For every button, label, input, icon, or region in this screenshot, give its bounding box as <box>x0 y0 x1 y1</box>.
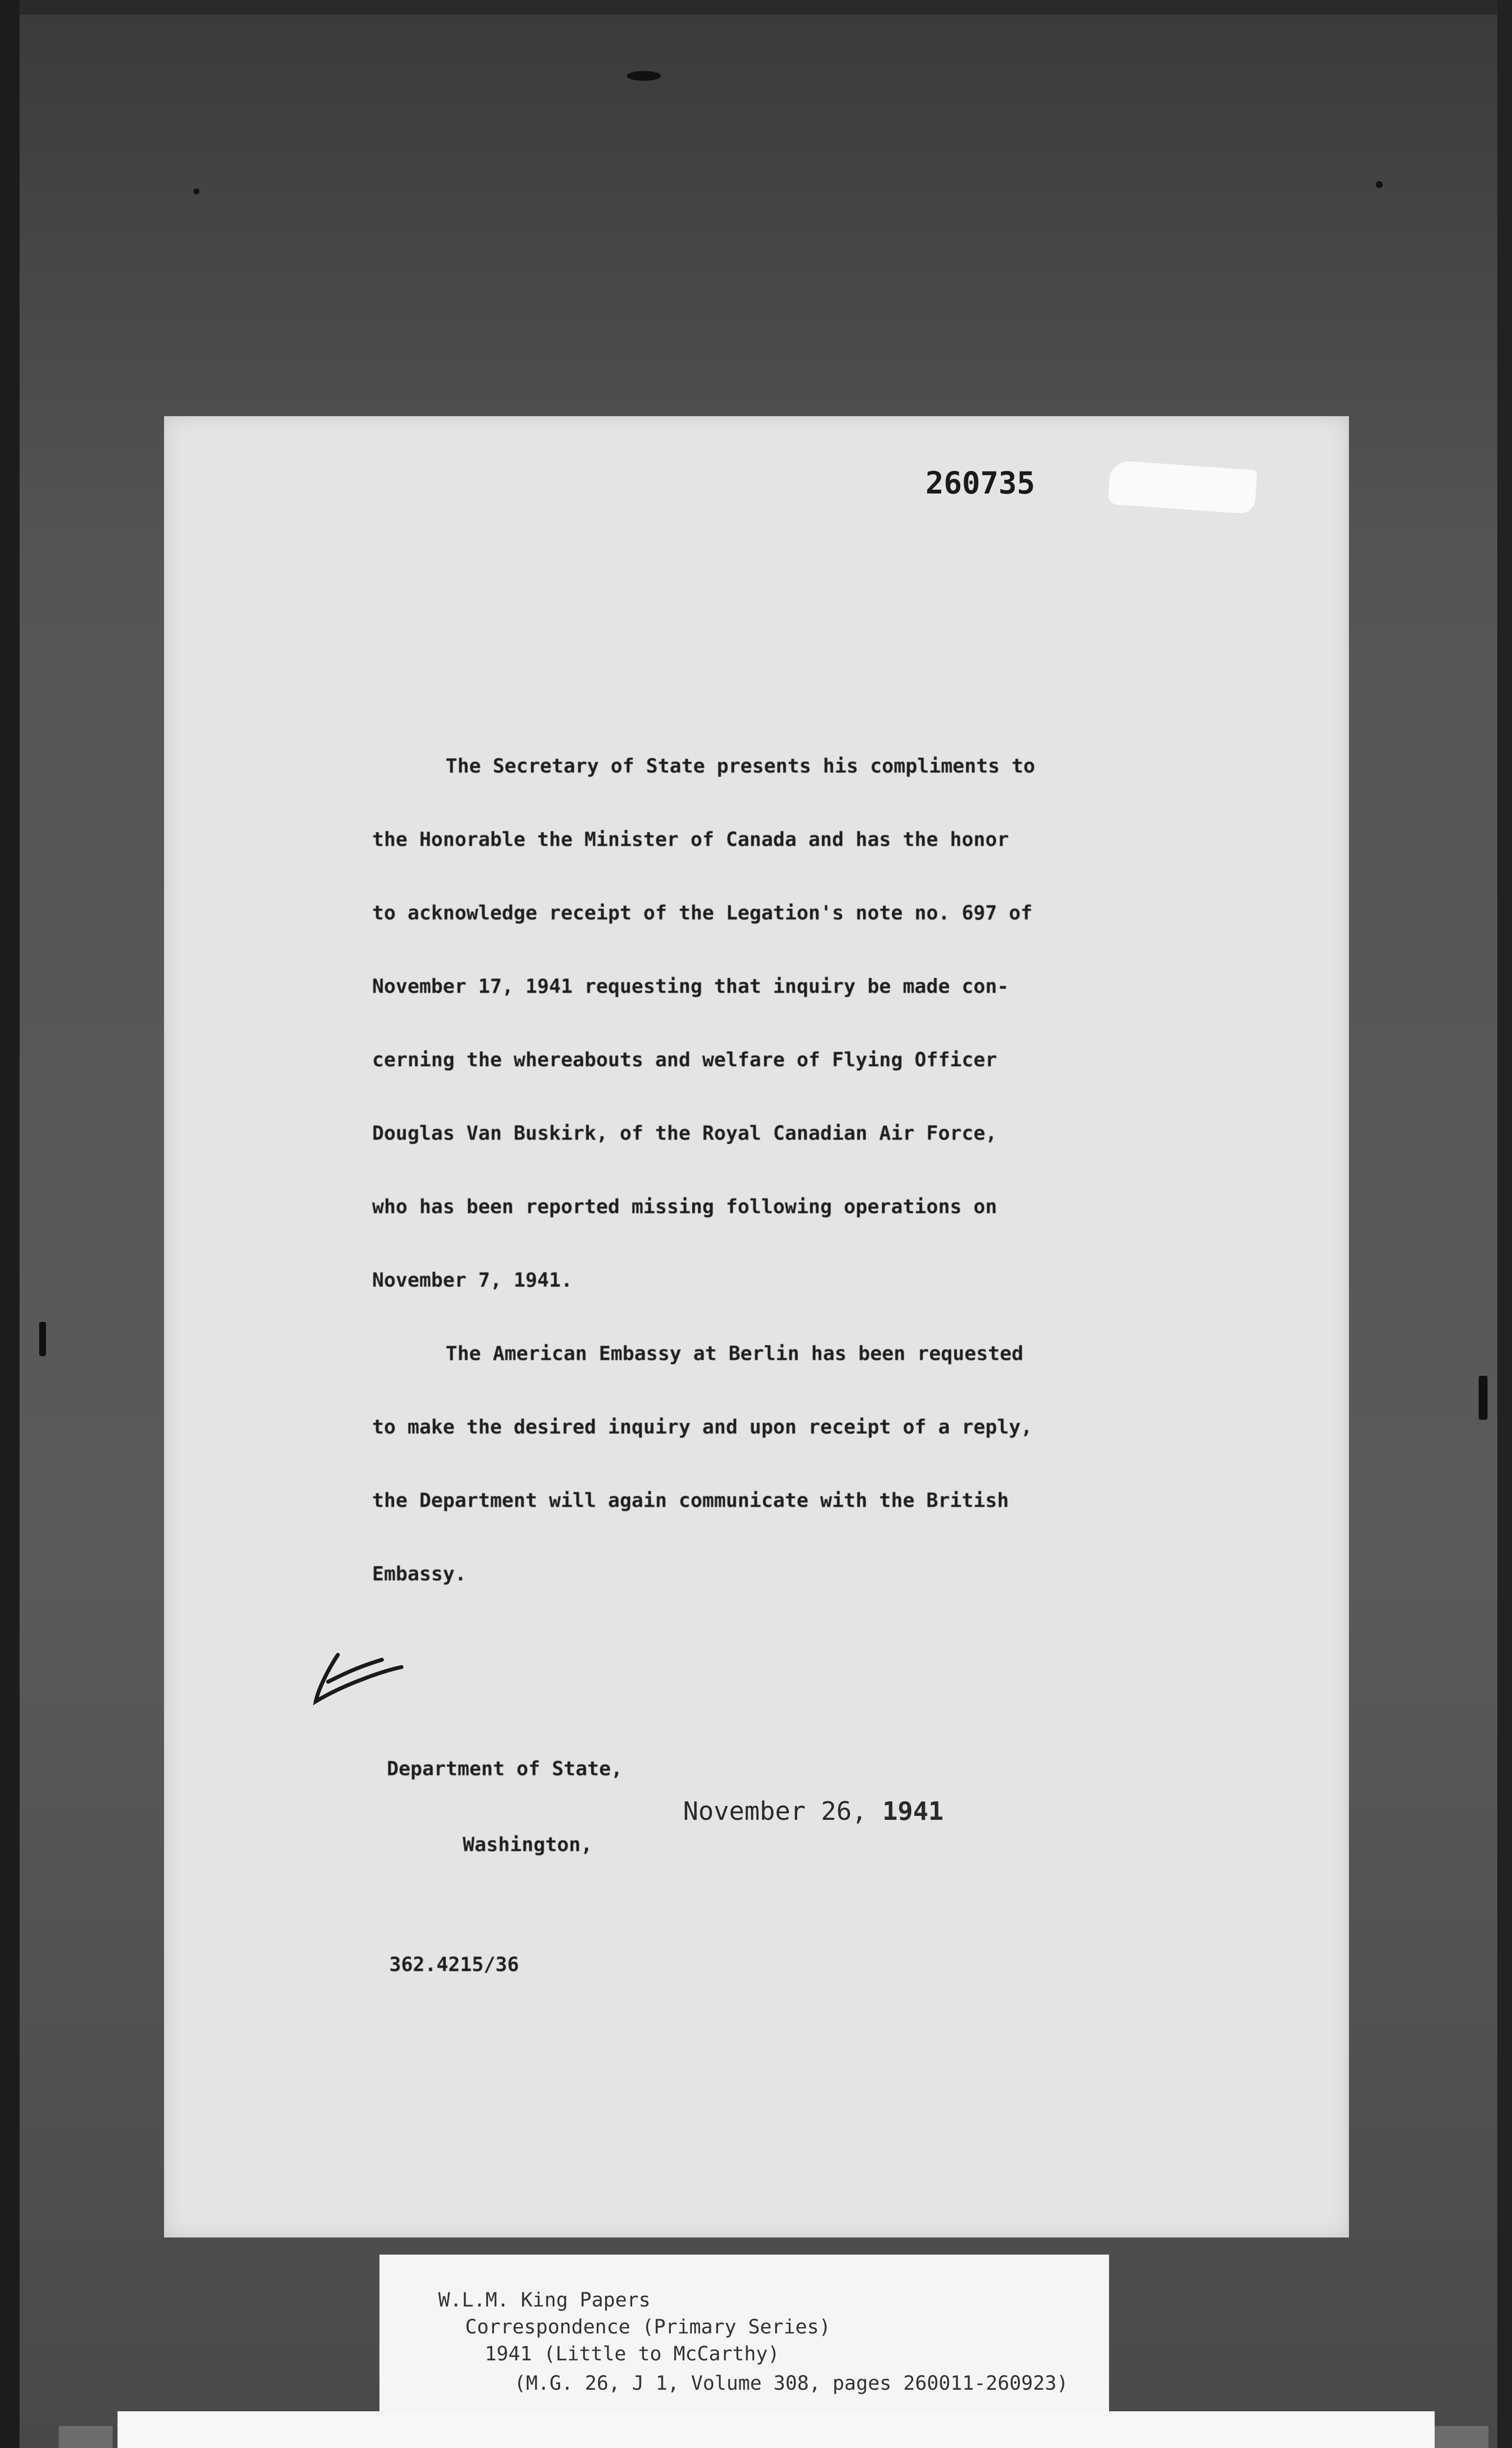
body-line: the Department will again communicate with the British <box>372 1489 1009 1512</box>
film-left-edge <box>0 0 20 2448</box>
film-right-edge <box>1497 0 1512 2448</box>
body-line: The Secretary of State presents his compliments to <box>446 755 1036 777</box>
date-stamp-day: November 26, <box>683 1797 867 1826</box>
card-holder-right <box>1435 2426 1488 2448</box>
dust-speck <box>1479 1376 1488 1420</box>
film-top-edge <box>0 0 1512 15</box>
reference-label <box>379 2255 1109 2411</box>
dust-speck <box>627 71 661 81</box>
dust-speck <box>39 1322 46 1356</box>
body-line: November 17, 1941 requesting that inquiry be made con- <box>372 975 1009 998</box>
date-stamp-year: 1941 <box>882 1797 944 1826</box>
page-number: 260735 <box>925 465 1035 501</box>
card-holder-left <box>59 2426 113 2448</box>
reference-line-series: Correspondence (Primary Series) <box>465 2316 831 2338</box>
signature-department: Department of State, <box>387 1758 623 1780</box>
body-line: November 7, 1941. <box>372 1269 573 1292</box>
reference-line-year: 1941 (Little to McCarthy) <box>485 2343 780 2365</box>
signature-city: Washington, <box>463 1834 592 1856</box>
body-line: cerning the whereabouts and welfare of Flying Officer <box>372 1049 997 1071</box>
archives-card <box>118 2411 1435 2448</box>
letter-body <box>372 747 1205 1628</box>
body-line: to make the desired inquiry and upon receipt of a reply, <box>372 1416 1033 1438</box>
handwritten-check-mark-icon <box>308 1645 406 1709</box>
dust-speck <box>1376 181 1383 188</box>
file-number: 362.4215/36 <box>389 1954 519 1976</box>
date-stamp <box>683 1797 944 1826</box>
body-line: The American Embassy at Berlin has been requested <box>446 1342 1024 1365</box>
body-line: to acknowledge receipt of the Legation's note no. 697 of <box>372 902 1033 924</box>
reference-line-collection: W.L.M. King Papers <box>438 2289 651 2311</box>
body-line: Embassy. <box>372 1563 467 1585</box>
body-line: who has been reported missing following operations on <box>372 1196 997 1218</box>
body-line: Douglas Van Buskirk, of the Royal Canadian Air Force, <box>372 1122 997 1145</box>
body-line: the Honorable the Minister of Canada and has the honor <box>372 828 1009 851</box>
dust-speck <box>193 188 199 194</box>
reference-line-volume: (M.G. 26, J 1, Volume 308, pages 260011-260923) <box>514 2372 1068 2395</box>
